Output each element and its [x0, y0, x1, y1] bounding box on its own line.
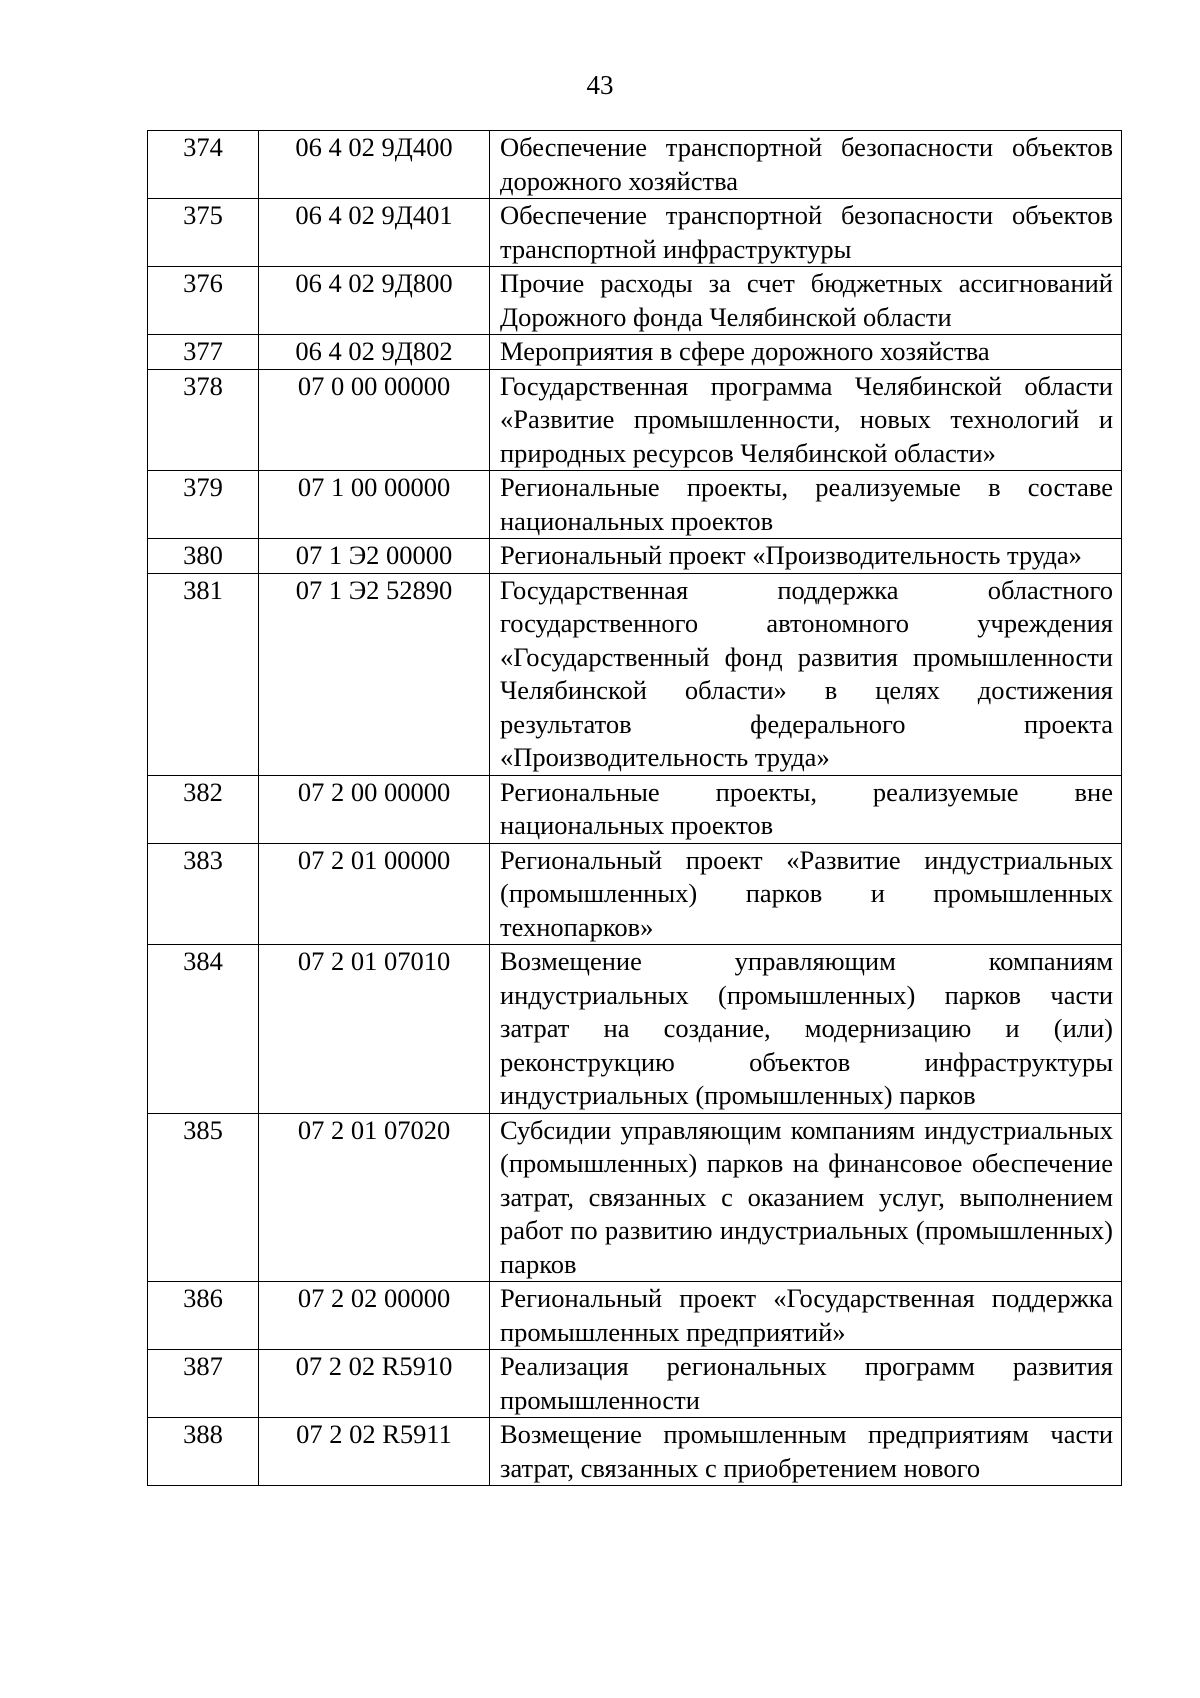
- classification-code: 07 2 01 00000: [259, 843, 490, 945]
- table-row: [148, 1418, 1122, 1486]
- table-row: [148, 267, 1122, 335]
- classification-code: 07 1 Э2 52890: [259, 573, 490, 775]
- classification-code: 07 2 02 R5911: [259, 1418, 490, 1486]
- expense-description: Региональный проект «Государственная поддержка промышленных предприятий»: [490, 1282, 1122, 1350]
- expense-description: Возмещение промышленным предприятиям части затрат, связанных с приобретением нового: [490, 1418, 1122, 1486]
- expense-description: Субсидии управляющим компаниям индустриальных (промышленных) парков на финансовое обеспечение затрат, связанных с оказанием услуг, выполнением работ по развитию индустриальных (промышленных) парков: [490, 1113, 1122, 1282]
- table-row: [148, 573, 1122, 775]
- expense-description: Региональный проект «Развитие индустриальных (промышленных) парков и промышленных технопарков»: [490, 843, 1122, 945]
- classification-code: 07 2 00 00000: [259, 775, 490, 843]
- classification-code: 07 2 01 07010: [259, 945, 490, 1114]
- table-row: [148, 1113, 1122, 1282]
- table-row: [148, 843, 1122, 945]
- table-row: [148, 945, 1122, 1114]
- expense-description: Прочие расходы за счет бюджетных ассигнований Дорожного фонда Челябинской области: [490, 267, 1122, 335]
- row-number: 384: [148, 945, 259, 1114]
- classification-code: 07 2 02 00000: [259, 1282, 490, 1350]
- table-row: [148, 471, 1122, 539]
- expense-description: Реализация региональных программ развития промышленности: [490, 1350, 1122, 1418]
- row-number: 387: [148, 1350, 259, 1418]
- table-row: [148, 369, 1122, 471]
- row-number: 379: [148, 471, 259, 539]
- row-number: 383: [148, 843, 259, 945]
- classification-code: 07 1 Э2 00000: [259, 539, 490, 574]
- table-row: [148, 335, 1122, 370]
- classification-code: 06 4 02 9Д401: [259, 199, 490, 267]
- page-number: 43: [586, 70, 614, 100]
- expense-description: Региональные проекты, реализуемые в составе национальных проектов: [490, 471, 1122, 539]
- expense-description: Обеспечение транспортной безопасности объектов дорожного хозяйства: [490, 131, 1122, 199]
- row-number: 374: [148, 131, 259, 199]
- row-number: 381: [148, 573, 259, 775]
- table-row: [148, 1282, 1122, 1350]
- row-number: 388: [148, 1418, 259, 1486]
- row-number: 375: [148, 199, 259, 267]
- table-row: [148, 775, 1122, 843]
- row-number: 386: [148, 1282, 259, 1350]
- classification-code: 06 4 02 9Д802: [259, 335, 490, 370]
- table-row: [148, 539, 1122, 574]
- row-number: 376: [148, 267, 259, 335]
- row-number: 378: [148, 369, 259, 471]
- expense-description: Государственная поддержка областного государственного автономного учреждения «Государственный фонд развития промышленности Челябинской области» в целях достижения результатов федерального проекта «Производительность труда»: [490, 573, 1122, 775]
- row-number: 382: [148, 775, 259, 843]
- table-row: [148, 1350, 1122, 1418]
- classification-code: 07 2 02 R5910: [259, 1350, 490, 1418]
- classification-code: 07 0 00 00000: [259, 369, 490, 471]
- classification-code: 06 4 02 9Д800: [259, 267, 490, 335]
- expense-description: Региональные проекты, реализуемые вне национальных проектов: [490, 775, 1122, 843]
- expense-description: Возмещение управляющим компаниям индустриальных (промышленных) парков части затрат на создание, модернизацию и (или) реконструкцию объектов инфраструктуры индустриальных (промышленных) парков: [490, 945, 1122, 1114]
- expense-description: Государственная программа Челябинской области «Развитие промышленности, новых технологий и природных ресурсов Челябинской области»: [490, 369, 1122, 471]
- expense-description: Мероприятия в сфере дорожного хозяйства: [490, 335, 1122, 370]
- table-body: [148, 131, 1122, 1486]
- row-number: 385: [148, 1113, 259, 1282]
- expense-description: Региональный проект «Производительность труда»: [490, 539, 1122, 574]
- row-number: 377: [148, 335, 259, 370]
- expense-description: Обеспечение транспортной безопасности объектов транспортной инфраструктуры: [490, 199, 1122, 267]
- classification-code: 07 2 01 07020: [259, 1113, 490, 1282]
- budget-classification-table: [147, 130, 1122, 1486]
- classification-code: 07 1 00 00000: [259, 471, 490, 539]
- table-row: [148, 199, 1122, 267]
- table-row: [148, 131, 1122, 199]
- row-number: 380: [148, 539, 259, 574]
- classification-code: 06 4 02 9Д400: [259, 131, 490, 199]
